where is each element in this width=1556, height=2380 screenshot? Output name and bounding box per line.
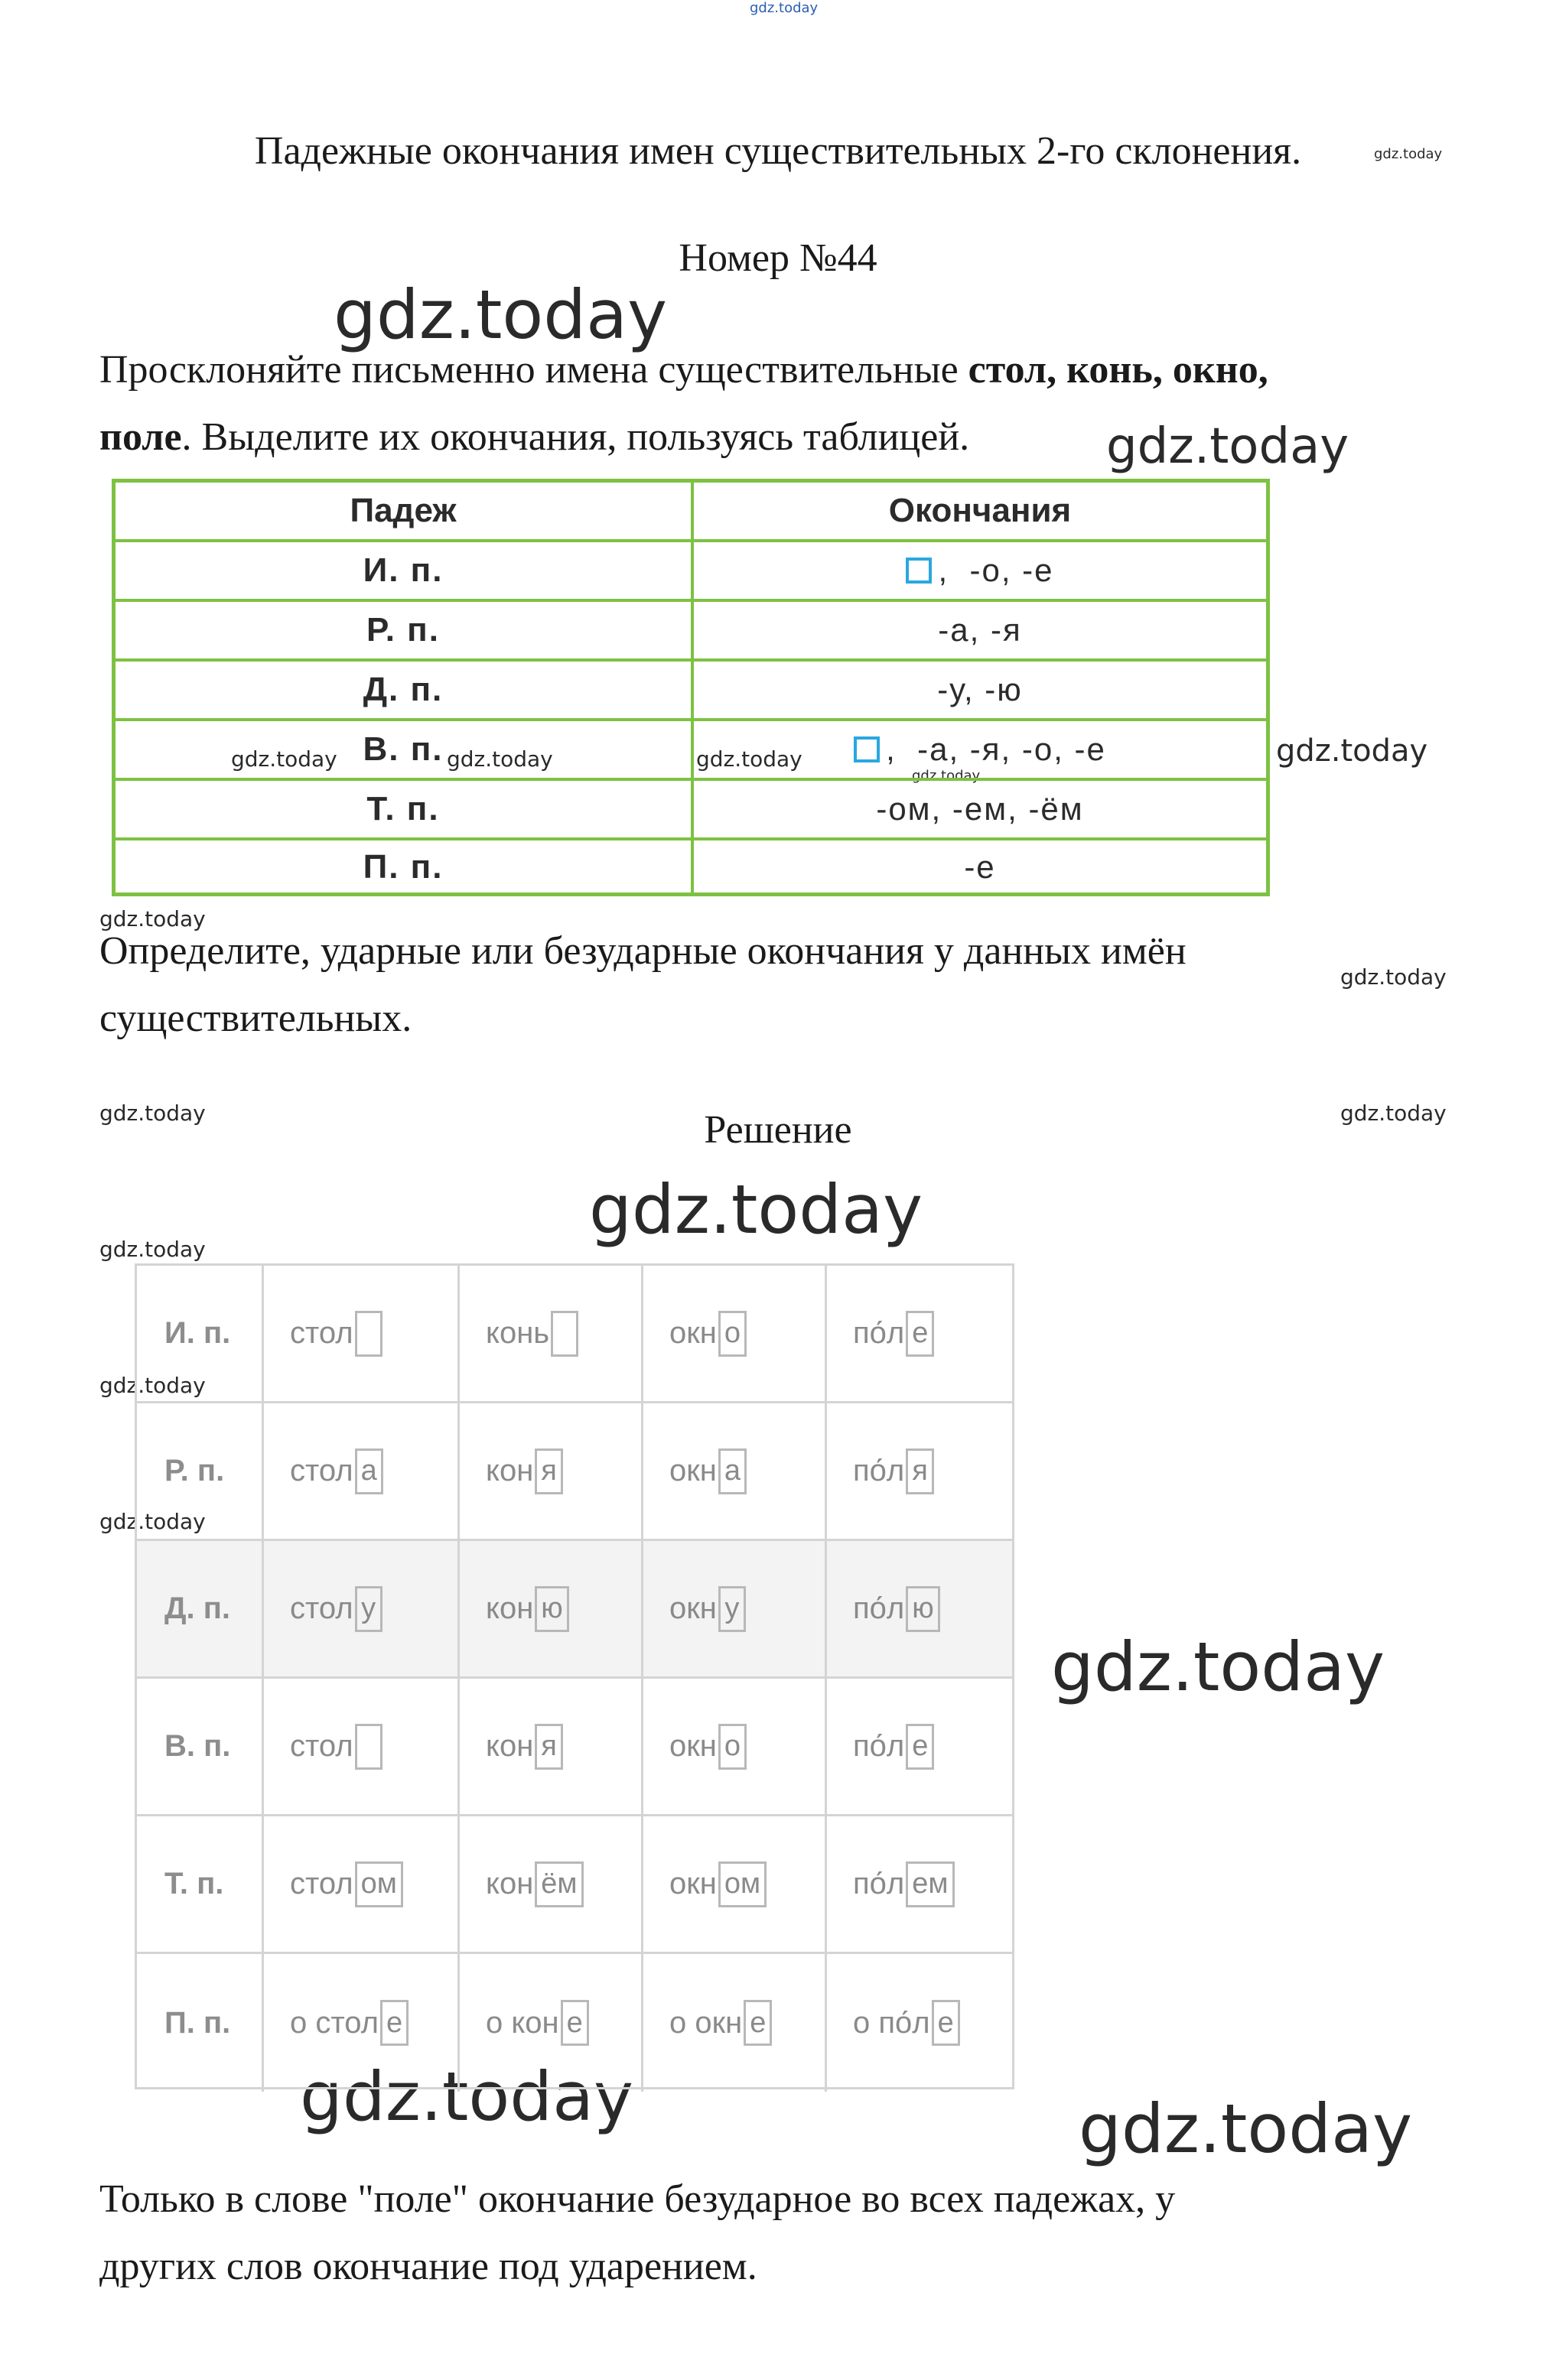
- case-label: И. п.: [137, 1266, 264, 1401]
- table-row: [137, 1266, 1012, 1403]
- word-form-cell: [827, 1679, 1012, 1814]
- answer-text: [99, 2166, 1461, 2300]
- watermark-large: gdz.today: [334, 275, 668, 354]
- case-label: Т. п.: [137, 1816, 264, 1952]
- table-row: [116, 542, 1266, 602]
- case-label: Р. п.: [137, 1403, 264, 1539]
- endings-cell: , -о, -е: [694, 542, 1266, 599]
- word-form-cell: [264, 1541, 460, 1676]
- watermark: gdz.today: [99, 1509, 206, 1534]
- endings-cell: -у, -ю: [937, 671, 1023, 707]
- endings-cell: -ом, -ем, -ём: [876, 791, 1084, 827]
- word-stem: окн: [669, 1867, 717, 1900]
- word-stem: о стол: [290, 2005, 379, 2040]
- word-form-cell: [460, 1816, 643, 1952]
- question-text: [99, 918, 1461, 1052]
- ending-box: ю: [906, 1586, 940, 1632]
- task-text: [99, 337, 1461, 475]
- word-stem: конь: [486, 1316, 550, 1350]
- table-row: [137, 1954, 1012, 2092]
- solution-title: Решение: [704, 1108, 852, 1152]
- ending-box: я: [535, 1448, 563, 1494]
- case-label: Р. п.: [116, 602, 694, 658]
- answer-line-2: других слов окончание под ударением.: [99, 2245, 757, 2288]
- word-form-cell: [643, 1541, 827, 1676]
- ending-box: е: [744, 2000, 772, 2046]
- watermark: gdz.today: [912, 768, 981, 784]
- word-stem: стол: [290, 1867, 353, 1900]
- word-stem: окн: [669, 1592, 717, 1625]
- word-form-cell: [264, 1679, 460, 1814]
- watermark: gdz.today: [1340, 964, 1447, 990]
- watermark-large: gdz.today: [300, 2057, 634, 2136]
- ending-box: [355, 1311, 382, 1357]
- word-stem: окн: [669, 1454, 717, 1488]
- word-form-cell: [643, 1403, 827, 1539]
- endings-cell: -а, -я: [938, 612, 1022, 648]
- zero-ending-icon: [906, 558, 932, 584]
- table-row: [137, 1541, 1012, 1679]
- word-form-cell: [827, 1541, 1012, 1676]
- ending-box: е: [561, 2000, 589, 2046]
- task-line-2: поле. Выделите их окончания, пользуясь таблицей.: [99, 415, 970, 459]
- word-form-cell: [460, 1403, 643, 1539]
- word-form-cell: [264, 1816, 460, 1952]
- word-form-cell: [460, 1954, 643, 2092]
- word-stem: окн: [669, 1316, 717, 1350]
- word-form-cell: [460, 1266, 643, 1401]
- word-stem: стол: [290, 1729, 353, 1763]
- word-stem: о окн: [669, 2005, 743, 2040]
- ending-box: [551, 1311, 578, 1357]
- answer-line-1: Только в слове "поле" окончание безударное во всех падежах, у: [99, 2177, 1176, 2221]
- watermark: gdz.today: [1374, 146, 1443, 162]
- word-stem: по́л: [853, 1316, 905, 1350]
- ending-box: е: [906, 1724, 934, 1770]
- table-row: [116, 662, 1266, 721]
- word-stem: стол: [290, 1316, 353, 1350]
- word-stem: по́л: [853, 1592, 905, 1625]
- table-row: [137, 1816, 1012, 1954]
- ending-box: [355, 1724, 382, 1770]
- word-form-cell: [827, 1816, 1012, 1952]
- word-stem: окн: [669, 1729, 717, 1763]
- ending-box: я: [535, 1724, 563, 1770]
- watermark: gdz.today: [99, 906, 206, 932]
- case-label: В. п.: [116, 721, 694, 778]
- word-form-cell: [827, 1403, 1012, 1539]
- endings-table: [112, 479, 1270, 896]
- watermark: gdz.today: [99, 1101, 206, 1126]
- word-stem: стол: [290, 1454, 353, 1488]
- ending-box: а: [355, 1448, 383, 1494]
- word-form-cell: [264, 1403, 460, 1539]
- word-stem: по́л: [853, 1729, 905, 1763]
- watermark-large: gdz.today: [1079, 2089, 1413, 2168]
- word-stem: кон: [486, 1729, 534, 1763]
- table-row: [116, 781, 1266, 840]
- watermark: gdz.today: [99, 1237, 206, 1262]
- word-stem: по́л: [853, 1454, 905, 1488]
- ending-box: е: [932, 2000, 960, 2046]
- ending-box: я: [906, 1448, 934, 1494]
- watermark-large: gdz.today: [589, 1170, 923, 1249]
- word-form-cell: [827, 1266, 1012, 1401]
- case-label: П. п.: [137, 1954, 264, 2092]
- watermark-large: gdz.today: [1051, 1627, 1385, 1706]
- table-row: [137, 1679, 1012, 1816]
- word-form-cell: [827, 1954, 1012, 2092]
- task-line-1: Просклоняйте письменно имена существительные стол, конь, окно,: [99, 348, 1268, 392]
- watermark: gdz.today: [1276, 733, 1428, 769]
- header-case: Падеж: [116, 483, 694, 539]
- word-stem: кон: [486, 1867, 534, 1900]
- word-stem: кон: [486, 1454, 534, 1488]
- ending-box: е: [906, 1311, 934, 1357]
- ending-box: ём: [535, 1861, 583, 1907]
- word-form-cell: [643, 1266, 827, 1401]
- table-row: [116, 721, 1266, 784]
- ending-box: ю: [535, 1586, 569, 1632]
- word-stem: стол: [290, 1592, 353, 1625]
- endings-cell: , -а, -я, -о, -е: [694, 721, 1266, 778]
- word-form-cell: [460, 1679, 643, 1814]
- exercise-number: Номер №44: [679, 236, 877, 280]
- ending-box: а: [718, 1448, 747, 1494]
- ending-box: ем: [906, 1861, 954, 1907]
- question-line-1: Определите, ударные или безударные окончания у данных имён: [99, 929, 1187, 973]
- page-title: Падежные окончания имен существительных 2-го склонения.: [254, 129, 1302, 173]
- watermark: gdz.today: [1340, 1101, 1447, 1126]
- watermark: gdz.today: [1106, 418, 1349, 475]
- word-form-cell: [460, 1541, 643, 1676]
- case-label: И. п.: [116, 542, 694, 599]
- watermark: gdz.today: [696, 746, 802, 772]
- word-form-cell: [643, 1816, 827, 1952]
- case-label: Т. п.: [116, 781, 694, 837]
- watermark: gdz.today: [447, 746, 553, 772]
- watermark: gdz.today: [99, 1373, 206, 1398]
- case-label: В. п.: [137, 1679, 264, 1814]
- word-form-cell: [643, 1954, 827, 2092]
- word-form-cell: [643, 1679, 827, 1814]
- word-form-cell: [264, 1266, 460, 1401]
- zero-ending-icon: [854, 736, 880, 762]
- watermark-top: gdz.today: [750, 0, 819, 16]
- solution-table: [135, 1263, 1014, 2089]
- ending-box: ом: [718, 1861, 767, 1907]
- word-stem: о кон: [486, 2005, 559, 2040]
- case-label: Д. п.: [116, 662, 694, 718]
- word-stem: кон: [486, 1592, 534, 1625]
- header-endings: Окончания: [888, 492, 1072, 529]
- question-line-2: существительных.: [99, 997, 412, 1040]
- case-label: Д. п.: [137, 1541, 264, 1676]
- endings-cell: -е: [964, 849, 996, 885]
- word-stem: о по́л: [853, 2005, 930, 2040]
- ending-box: е: [380, 2000, 409, 2046]
- ending-box: ом: [355, 1861, 403, 1907]
- word-form-cell: [264, 1954, 460, 2092]
- watermark: gdz.today: [231, 746, 337, 772]
- table-row: [116, 840, 1266, 894]
- ending-box: у: [355, 1586, 382, 1632]
- ending-box: о: [718, 1311, 747, 1357]
- word-stem: по́л: [853, 1867, 905, 1900]
- table-row: [116, 602, 1266, 662]
- ending-box: у: [718, 1586, 746, 1632]
- table-row: [137, 1403, 1012, 1541]
- case-label: П. п.: [116, 840, 694, 894]
- endings-table-header: [116, 483, 1266, 542]
- ending-box: о: [718, 1724, 747, 1770]
